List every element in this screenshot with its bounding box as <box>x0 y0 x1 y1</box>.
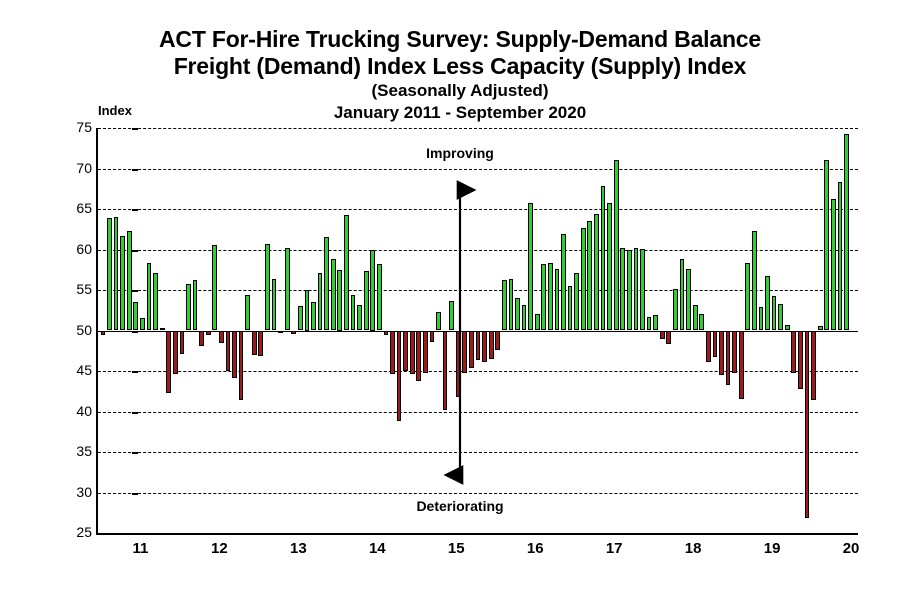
chart-title-line-2: Freight (Demand) Index Less Capacity (Supply) Index <box>173 53 747 79</box>
bar <box>370 250 375 331</box>
gridline <box>98 128 858 129</box>
bar <box>120 236 125 331</box>
bar <box>212 245 217 331</box>
bar <box>107 218 112 331</box>
y-axis-tick-label: 55 <box>76 281 92 297</box>
bar <box>647 317 652 331</box>
bar <box>640 249 645 331</box>
bar <box>620 248 625 331</box>
bar <box>364 271 369 331</box>
y-axis-tick-label: 40 <box>76 402 92 419</box>
bar <box>680 259 685 330</box>
y-axis-tick-labels <box>40 119 92 540</box>
bar <box>127 231 132 331</box>
bar <box>528 203 533 331</box>
bar <box>489 331 494 359</box>
bar <box>601 186 606 330</box>
bar <box>258 331 263 356</box>
bar <box>522 305 527 330</box>
x-axis-tick-label: 19 <box>763 540 781 557</box>
y-axis-tick-label: 30 <box>76 483 92 500</box>
bar <box>555 269 560 331</box>
bar <box>272 279 277 330</box>
bar <box>403 331 408 372</box>
x-axis-tick-label: 14 <box>368 540 386 557</box>
y-axis-tick-label: 35 <box>76 443 92 459</box>
bar <box>180 331 185 354</box>
x-axis-tick-label: 18 <box>684 540 702 557</box>
bar <box>607 203 612 331</box>
bar <box>245 295 250 331</box>
bar <box>351 295 356 331</box>
bar <box>186 284 191 331</box>
bar <box>752 231 757 331</box>
bar <box>199 331 204 346</box>
bar <box>759 307 764 330</box>
bar <box>482 331 487 363</box>
bar <box>686 269 691 331</box>
bar <box>838 182 843 330</box>
bar <box>416 331 421 381</box>
bar <box>798 331 803 389</box>
x-axis-tick-label: 20 <box>842 540 860 557</box>
bar <box>397 331 402 422</box>
y-axis-tick-label: 25 <box>76 524 92 540</box>
y-axis-tick-label: 75 <box>76 119 92 135</box>
bar <box>824 160 829 330</box>
x-axis-tick-label: 16 <box>526 540 544 557</box>
chart-subtitle-seasonally-adjusted: (Seasonally Adjusted) <box>371 81 549 100</box>
bar <box>476 331 481 360</box>
bar <box>541 264 546 330</box>
bar <box>765 276 770 330</box>
bar <box>831 199 836 330</box>
bar <box>745 263 750 330</box>
bar <box>298 306 303 330</box>
annotation-improving: Improving <box>426 145 494 161</box>
bar <box>515 298 520 330</box>
bar <box>390 331 395 375</box>
bar <box>653 315 658 330</box>
bar <box>443 331 448 410</box>
bar <box>706 331 711 363</box>
bar <box>634 248 639 331</box>
x-axis-tick-label: 12 <box>211 540 228 557</box>
bar <box>219 331 224 344</box>
bar <box>502 280 507 330</box>
bar <box>805 331 810 519</box>
bar <box>423 331 428 373</box>
bar <box>561 234 566 330</box>
bar <box>232 331 237 379</box>
y-axis-tick-label: 65 <box>76 200 92 216</box>
gridline <box>98 169 858 170</box>
bar <box>660 331 665 339</box>
bar <box>719 331 724 376</box>
y-axis-tick-label: 70 <box>76 159 92 176</box>
chart-title-block <box>0 26 920 124</box>
bar <box>673 289 678 330</box>
bar <box>436 312 441 331</box>
y-axis-tick-label: 45 <box>76 362 92 378</box>
gridline <box>98 209 858 210</box>
bar <box>173 331 178 375</box>
bar <box>153 273 158 331</box>
gridline <box>98 412 858 413</box>
chart-subtitle-date-range: January 2011 - September 2020 <box>333 103 587 122</box>
bar <box>331 259 336 330</box>
bar <box>114 217 119 330</box>
bar <box>574 273 579 331</box>
bar <box>226 331 231 372</box>
y-axis-tick-label: 50 <box>76 321 92 338</box>
bar <box>587 221 592 330</box>
bar <box>324 237 329 330</box>
bar <box>699 314 704 330</box>
bar <box>726 331 731 385</box>
bar <box>140 318 145 330</box>
bar <box>147 263 152 330</box>
bar <box>627 250 632 330</box>
y-axis-tick-label: 60 <box>76 240 92 257</box>
x-axis-tick-label: 15 <box>447 540 465 557</box>
bar <box>449 301 454 330</box>
annotation-deteriorating: Deteriorating <box>416 498 504 514</box>
bar <box>568 286 573 331</box>
bar <box>581 228 586 331</box>
bar <box>344 215 349 331</box>
bar <box>772 296 777 330</box>
bar <box>265 244 270 331</box>
baseline-50-line <box>98 331 858 332</box>
bar <box>305 290 310 331</box>
bar <box>311 302 316 330</box>
bar <box>252 331 257 355</box>
x-axis-line <box>96 533 858 535</box>
bar <box>548 263 553 330</box>
plot-area <box>96 128 856 533</box>
bar <box>495 331 500 350</box>
bar <box>844 134 849 331</box>
bar <box>166 331 171 393</box>
bar <box>739 331 744 400</box>
bar <box>318 273 323 331</box>
bar <box>193 280 198 330</box>
x-axis-tick-label: 11 <box>132 540 149 557</box>
bar <box>456 331 461 397</box>
bar <box>377 264 382 330</box>
bar <box>430 331 435 342</box>
x-axis-tick-label: 13 <box>289 540 307 557</box>
bar <box>693 305 698 331</box>
bar <box>469 331 474 368</box>
bar <box>285 248 290 331</box>
x-axis-tick-label: 17 <box>605 540 623 557</box>
bar <box>666 331 671 345</box>
chart-title-line-1: ACT For-Hire Trucking Survey: Supply-Demand Balance <box>159 26 761 52</box>
gridline <box>98 493 858 494</box>
bar <box>410 331 415 375</box>
bar <box>778 304 783 331</box>
bar <box>713 331 718 358</box>
bar <box>811 331 816 401</box>
gridline <box>98 371 858 372</box>
bar <box>535 314 540 330</box>
bar <box>357 305 362 330</box>
bar <box>732 331 737 373</box>
bar <box>462 331 467 374</box>
bar <box>614 160 619 330</box>
bar <box>337 270 342 331</box>
bar <box>791 331 796 373</box>
bar <box>133 302 138 330</box>
y-axis-unit-label: Index <box>98 103 132 118</box>
bar <box>239 331 244 401</box>
gridline <box>98 452 858 453</box>
bar <box>509 279 514 330</box>
bar <box>594 214 599 331</box>
